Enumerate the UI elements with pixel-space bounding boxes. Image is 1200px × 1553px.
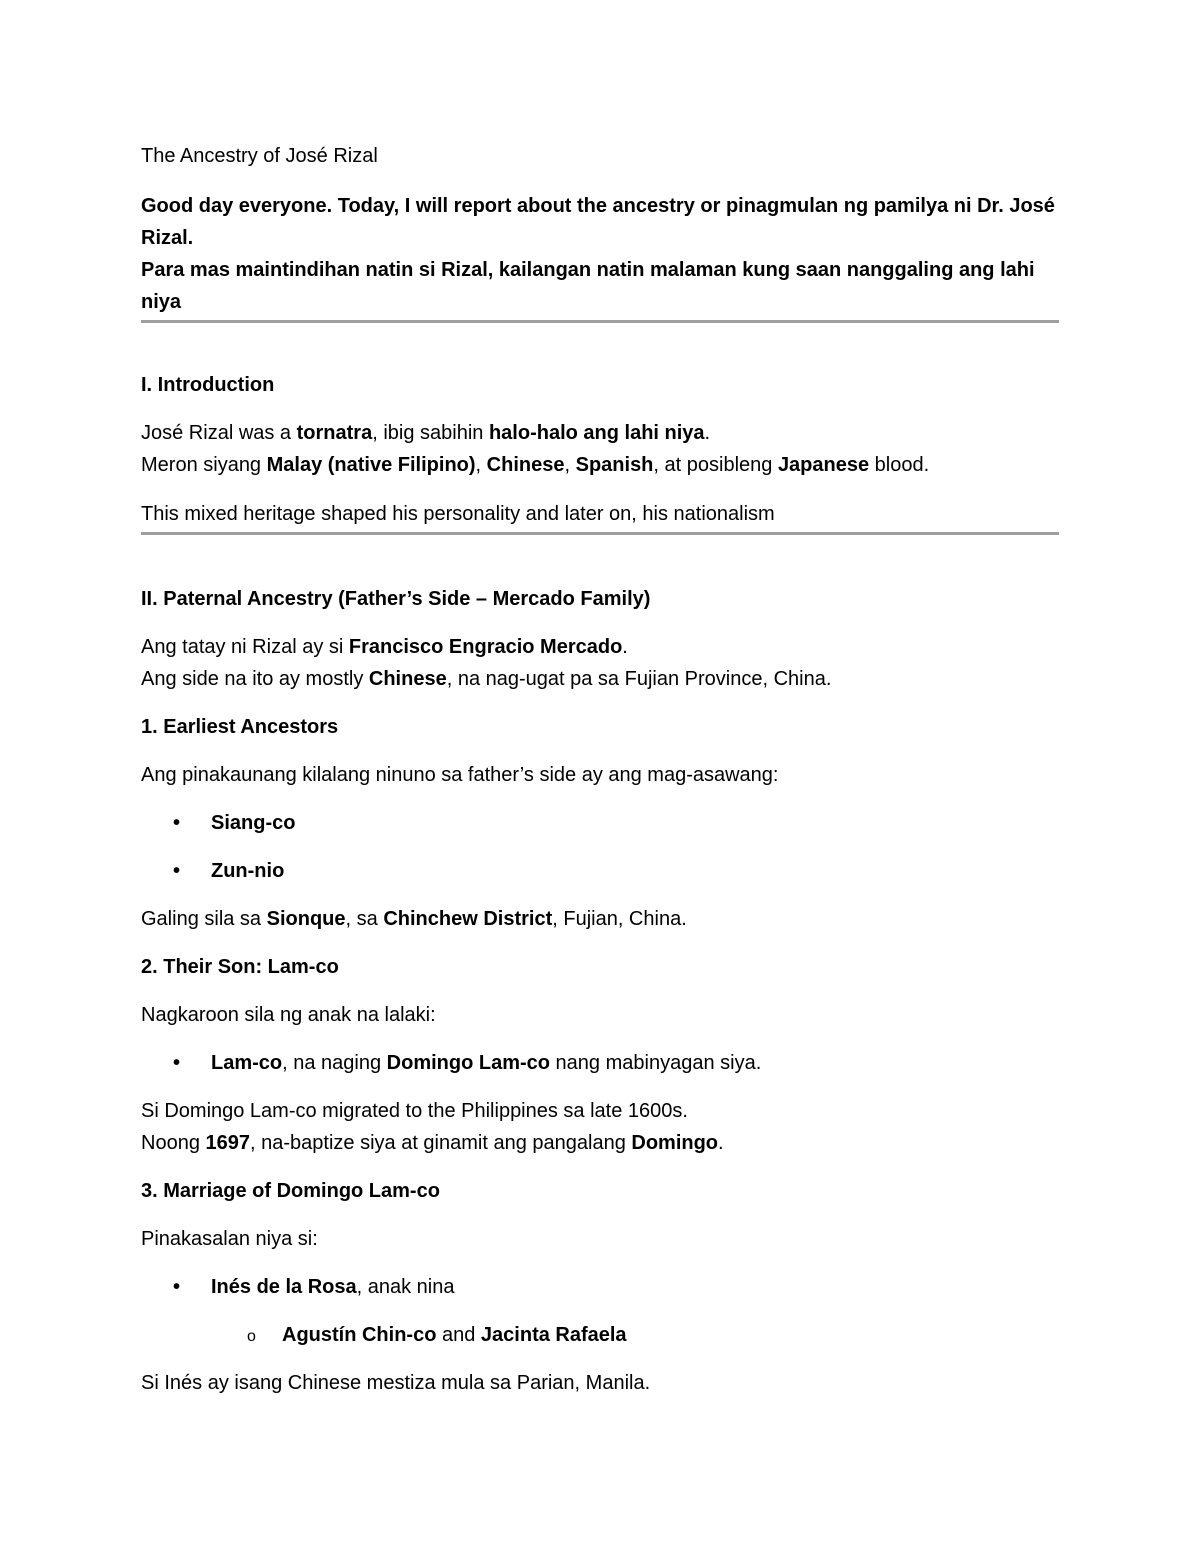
list-item: • Siang-co	[141, 807, 1059, 839]
opening-remarks	[141, 190, 1059, 318]
origin-paragraph: Galing sila sa Sionque, sa Chinchew District, Fujian, China.	[141, 908, 687, 930]
subheading-marriage: 3. Marriage of Domingo Lam-co	[141, 1180, 440, 1202]
subheading-earliest-ancestors: 1. Earliest Ancestors	[141, 716, 339, 738]
parents-list	[141, 1319, 1059, 1351]
intro-paragraph-2: Meron siyang Malay (native Filipino), Chinese, Spanish, at posibleng Japanese blood.	[141, 454, 930, 476]
section-heading-introduction: I. Introduction	[141, 374, 275, 396]
son-list	[141, 1047, 1059, 1079]
list-item: o Agustín Chin-co and Jacinta Rafaela	[141, 1319, 1059, 1351]
baptism-paragraph: Noong 1697, na-baptize siya at ginamit ang pangalang Domingo.	[141, 1132, 724, 1154]
opening-line-1: Good day everyone. Today, I will report about the ancestry or pinagmulan ng pamilya ni Dr. José Rizal.	[141, 195, 1055, 249]
bullet-icon: •	[173, 812, 181, 834]
list-item: • Inés de la Rosa, anak nina	[141, 1271, 1059, 1303]
document-page	[141, 140, 1059, 1399]
bullet-icon: •	[173, 860, 181, 882]
list-item: • Lam-co, na naging Domingo Lam-co nang mabinyagan siya.	[141, 1047, 1059, 1079]
earliest-ancestors-paragraph: Ang pinakaunang kilalang ninuno sa father’s side ay ang mag-asawang:	[141, 764, 779, 786]
son-paragraph: Nagkaroon sila ng anak na lalaki:	[141, 1004, 436, 1026]
horizontal-rule	[141, 532, 1059, 535]
horizontal-rule	[141, 320, 1059, 323]
opening-line-2: Para mas maintindihan natin si Rizal, kailangan natin malaman kung saan nanggaling ang lahi niya	[141, 259, 1035, 313]
paternal-paragraph-2: Ang side na ito ay mostly Chinese, na nag-ugat pa sa Fujian Province, China.	[141, 668, 832, 690]
circle-bullet-icon: o	[247, 1328, 256, 1345]
marriage-paragraph: Pinakasalan niya si:	[141, 1228, 318, 1250]
spouse-list	[141, 1271, 1059, 1303]
list-item: • Zun-nio	[141, 855, 1059, 887]
intro-paragraph-1: José Rizal was a tornatra, ibig sabihin halo-halo ang lahi niya.	[141, 422, 711, 444]
ancestor-list	[141, 807, 1059, 887]
bullet-icon: •	[173, 1052, 181, 1074]
section-heading-paternal-ancestry: II. Paternal Ancestry (Father’s Side – Mercado Family)	[141, 588, 651, 610]
ines-paragraph: Si Inés ay isang Chinese mestiza mula sa Parian, Manila.	[141, 1372, 651, 1394]
subheading-their-son: 2. Their Son: Lam-co	[141, 956, 339, 978]
bullet-icon: •	[173, 1276, 181, 1298]
intro-paragraph-3: This mixed heritage shaped his personality and later on, his nationalism	[141, 503, 775, 525]
document-title: The Ancestry of José Rizal	[141, 145, 378, 167]
migration-paragraph: Si Domingo Lam-co migrated to the Philippines sa late 1600s.	[141, 1100, 688, 1122]
paternal-paragraph-1: Ang tatay ni Rizal ay si Francisco Engracio Mercado.	[141, 636, 628, 658]
